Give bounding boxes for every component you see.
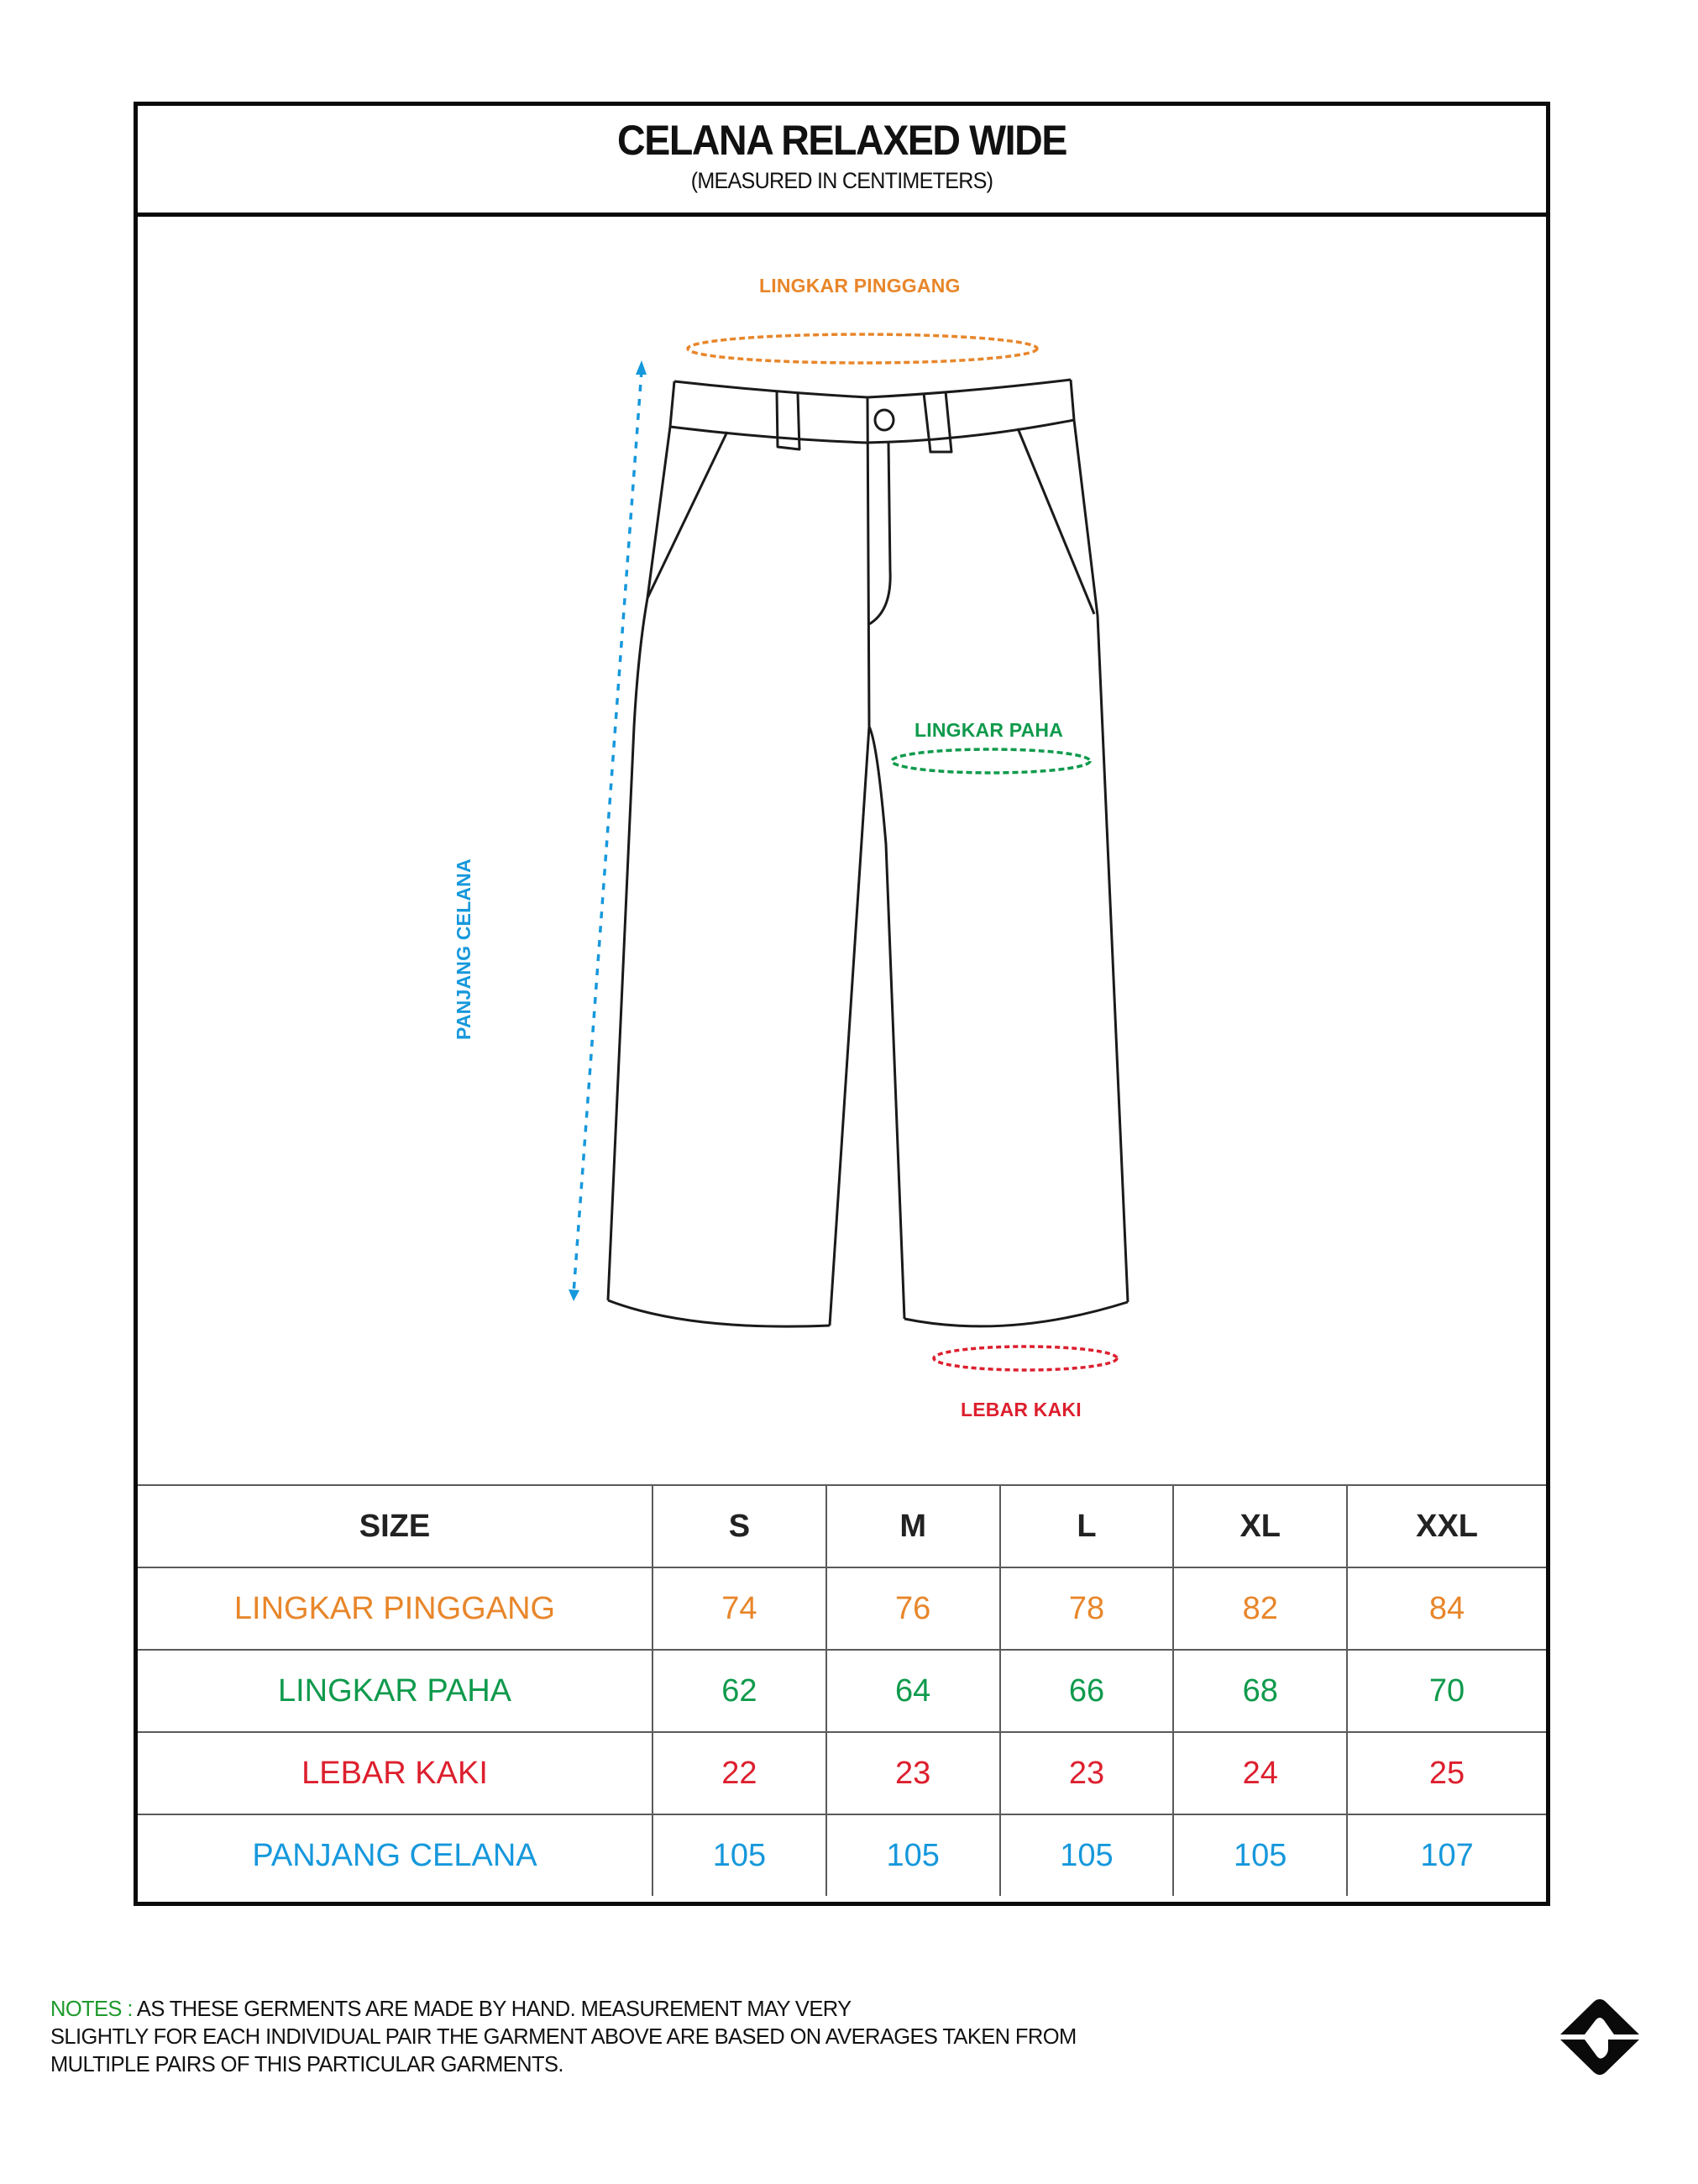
table-cell: 68	[1173, 1650, 1347, 1732]
table-cell: 25	[1347, 1732, 1546, 1814]
table-cell: 84	[1347, 1567, 1546, 1650]
table-cell: 107	[1347, 1814, 1546, 1896]
hem-measure-ellipse	[934, 1347, 1117, 1370]
table-cell: 82	[1173, 1567, 1347, 1650]
size-table	[138, 1484, 1546, 1896]
thigh-measure-ellipse	[892, 749, 1090, 773]
size-col-l: L	[1000, 1485, 1174, 1567]
row-label: LEBAR KAKI	[138, 1732, 652, 1814]
table-row-thigh	[138, 1650, 1546, 1732]
table-row-length	[138, 1814, 1546, 1896]
table-row-waist	[138, 1567, 1546, 1650]
table-cell: 105	[1000, 1814, 1174, 1896]
waist-label: LINGKAR PINGGANG	[759, 275, 961, 297]
table-cell: 105	[1173, 1814, 1347, 1896]
size-col-m: M	[826, 1485, 1000, 1567]
pants-illustration-icon	[0, 4, 1698, 1600]
hem-width-label: LEBAR KAKI	[961, 1399, 1082, 1420]
pants-diagram	[138, 217, 1546, 1485]
table-cell: 105	[652, 1814, 826, 1896]
pants-outline	[608, 380, 1128, 1326]
size-chart-frame	[134, 102, 1550, 1906]
table-cell: 74	[652, 1567, 826, 1650]
thigh-label: LINGKAR PAHA	[915, 719, 1064, 741]
notes-block	[50, 1996, 1077, 2079]
row-label: PANJANG CELANA	[138, 1814, 652, 1896]
table-cell: 64	[826, 1650, 1000, 1732]
notes-line-2: SLIGHTLY FOR EACH INDIVIDUAL PAIR THE GARMENT ABOVE ARE BASED ON AVERAGES TAKEN FROM	[50, 2025, 1077, 2049]
table-header-row	[138, 1485, 1546, 1567]
size-header-cell: SIZE	[138, 1485, 652, 1567]
table-row-hem-width	[138, 1732, 1546, 1814]
table-cell: 62	[652, 1650, 826, 1732]
table-cell: 23	[826, 1732, 1000, 1814]
size-col-xxl: XXL	[1347, 1485, 1546, 1567]
notes-line-1	[50, 1996, 1077, 2024]
table-cell: 76	[826, 1567, 1000, 1650]
length-measure-arrow	[569, 360, 647, 1301]
waist-measure-ellipse	[688, 334, 1037, 363]
page-title: CELANA RELAXED WIDE	[617, 117, 1066, 164]
row-label: LINGKAR PINGGANG	[138, 1567, 652, 1650]
table-cell: 22	[652, 1732, 826, 1814]
size-col-xl: XL	[1173, 1485, 1347, 1567]
notes-label: NOTES :	[50, 1998, 133, 2021]
row-label: LINGKAR PAHA	[138, 1650, 652, 1732]
table-cell: 66	[1000, 1650, 1174, 1732]
page-subtitle: (MEASURED IN CENTIMETERS)	[690, 168, 993, 193]
table-cell: 24	[1173, 1732, 1347, 1814]
table-cell: 70	[1347, 1650, 1546, 1732]
brand-diamond-g-logo-icon	[1558, 1995, 1642, 2079]
notes-line-3: MULTIPLE PAIRS OF THIS PARTICULAR GARMENTS.	[50, 2053, 563, 2076]
table-cell: 23	[1000, 1732, 1174, 1814]
size-col-s: S	[652, 1485, 826, 1567]
brand-logo	[1558, 1995, 1642, 2079]
length-label: PANJANG CELANA	[453, 858, 474, 1040]
table-cell: 105	[826, 1814, 1000, 1896]
table-cell: 78	[1000, 1567, 1174, 1650]
notes-text-1: AS THESE GERMENTS ARE MADE BY HAND. MEASUREMENT MAY VERY	[132, 1998, 852, 2021]
